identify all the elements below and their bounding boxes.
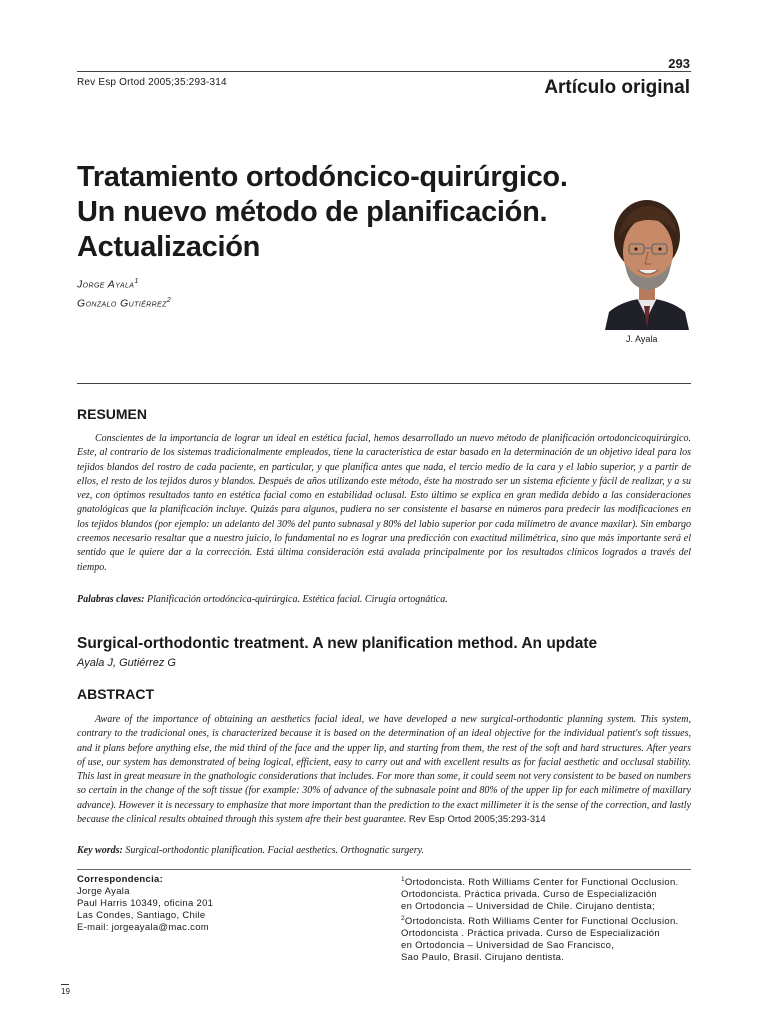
resumen-text	[77, 432, 691, 575]
title-line: Actualización	[77, 231, 261, 263]
affiliation-line	[401, 913, 696, 928]
author-name: Jorge Ayala	[77, 278, 135, 291]
author-name: Gonzalo Gutiérrez	[77, 297, 167, 309]
correspondence-heading: Correspondencia:	[77, 874, 164, 885]
article-title	[77, 160, 617, 265]
footer-page-number: 19	[61, 987, 70, 996]
author-affiliation-mark: 2	[166, 296, 172, 304]
affiliation-mark: 2	[401, 915, 405, 923]
author-photo	[603, 190, 691, 330]
header-rule	[77, 71, 691, 72]
affiliation-line	[401, 874, 696, 889]
resumen-paragraph: Conscientes de la importancia de lograr un ideal en estética facial, hemos desarrollado un nuevo método de planificación ortodoncicoquirúrgico. Este, al contrario de los sistemas tradicionalmente empleados, tiene la característica de estar basado en la determinación de un objetivo ideal para los tejidos blandos del rostro de cada paciente, en particular, y que planifica antes que nada, el tercio medio de la cara y el labio superior, y a partir de ellos, el resto de los tejidos duros y blandos. Después de años utilizando este método, éste ha mostrado ser un sistema eficiente y fácil de realizar, y a su vez, con óptimos resultados tanto en estética facial como en estabilidad oclusal. Esto último se explica en gran medida debido a las consideraciones gnatológicas que la planificación incluye. Quizás para algunos, pudiera no ser consistente el basarse en números para predecir las modificaciones en los tejidos blandos (por ejemplo: un adelanto del 30% del punto subnasal y 80% del labio superior por cada milímetro de avance maxilar). Sin embargo creemos necesario resaltar que a nuestro juicio, lo fundamental no es lograr una predicción con exactitud milimétrica, sino que más importante será el sentido que le quiere dar a la corrección. Está última consideración está avalada principalmente por los resultados clínicos logrados a través del tiempo.	[77, 433, 691, 573]
keywords-text: Surgical-orthodontic planification. Facial aesthetics. Orthognatic surgery.	[125, 845, 425, 856]
article-type: Artículo original	[544, 77, 690, 98]
author-affiliation-mark: 1	[134, 278, 139, 285]
correspondence-line: Paul Harris 10349, oficina 201	[77, 898, 214, 909]
affiliation-text: Ortodoncista. Roth Williams Center for Functional Occlusion.	[404, 916, 679, 928]
affiliation-line: Ortodoncista. Práctica privada. Curso de Especialización	[401, 889, 657, 901]
page-number: 293	[668, 56, 690, 71]
author	[77, 274, 171, 293]
keywords-label: Palabras claves:	[77, 594, 145, 605]
abstract-paragraph: Aware of the importance of obtaining an aesthetics facial ideal, we have developed a new surgical-orthodontic planning system. This system, contrary to the tradicional ones, is characterized because it is based on the determination of an ideal objective for the individual patient's soft tissues, and it plans before anything else, the mid third of the face and the upper lip, and starting from them, the rest of the soft and hard structures. After years of use, our system has demonstrated of being logical, efficient, easy to carry out and with excellent results as for facial aesthetic and occlusal stability. This last in great measure in the gnathologic considerations that includes. For more than some, it could seem not very consistent to be based on numbers so certain in the change of the soft tissue (for example: 30% of advance of the subnasale point and 80% of the upper lip for each milimetre of maxillary advance). However it is necessary to emphasize that more important than the prediction to the exact millimeter it is the sense of the correction, and lastly because the clinical results obtained through this system afre their best guarantee.	[77, 714, 691, 826]
section-divider	[77, 383, 691, 384]
footer-page-mark	[61, 984, 69, 985]
affiliations-block	[401, 874, 696, 964]
affiliation-line: en Ortodoncia – Universidad de Chile. Cirujano dentista;	[401, 901, 655, 913]
abstract-heading: ABSTRACT	[77, 686, 154, 702]
correspondence-block	[77, 874, 377, 934]
correspondence-line: Las Condes, Santiago, Chile	[77, 910, 206, 921]
correspondence-email: E-mail: jorgeayala@mac.com	[77, 922, 210, 933]
author-list	[77, 274, 171, 311]
journal-citation: Rev Esp Ortod 2005;35:293-314	[77, 77, 227, 88]
affiliation-line: en Ortodoncia – Universidad de Sao Francisco,	[401, 940, 615, 952]
title-line: Un nuevo método de planificación.	[77, 196, 548, 228]
affiliation-mark: 1	[401, 876, 405, 883]
title-line: Tratamiento ortodóncico-quirúrgico.	[77, 161, 568, 193]
abstract-text	[77, 713, 691, 827]
author-portrait-image	[603, 190, 691, 330]
english-title: Surgical-orthodontic treatment. A new planification method. An update	[77, 635, 598, 652]
keywords-text: Planificación ortodóncica-quirúrgica. Estética facial. Cirugía ortognática.	[147, 594, 448, 605]
abstract-citation: Rev Esp Ortod 2005;35:293-314	[408, 814, 546, 826]
correspondence-line: Jorge Ayala	[77, 886, 130, 897]
keywords-label: Key words:	[77, 845, 123, 856]
affiliation-line: Ortodoncista . Práctica privada. Curso de Especialización	[401, 928, 660, 940]
author	[77, 293, 171, 312]
affiliation-text: Ortodoncista. Roth Williams Center for Functional Occlusion.	[404, 877, 679, 889]
photo-caption: J. Ayala	[626, 334, 658, 344]
affiliation-line: Sao Paulo, Brasil. Cirujano dentista.	[401, 952, 565, 964]
key-words	[77, 845, 691, 856]
english-authors: Ayala J, Gutiérrez G	[77, 657, 176, 669]
resumen-heading: RESUMEN	[77, 406, 148, 422]
footer-rule	[77, 869, 691, 870]
palabras-claves	[77, 594, 691, 605]
